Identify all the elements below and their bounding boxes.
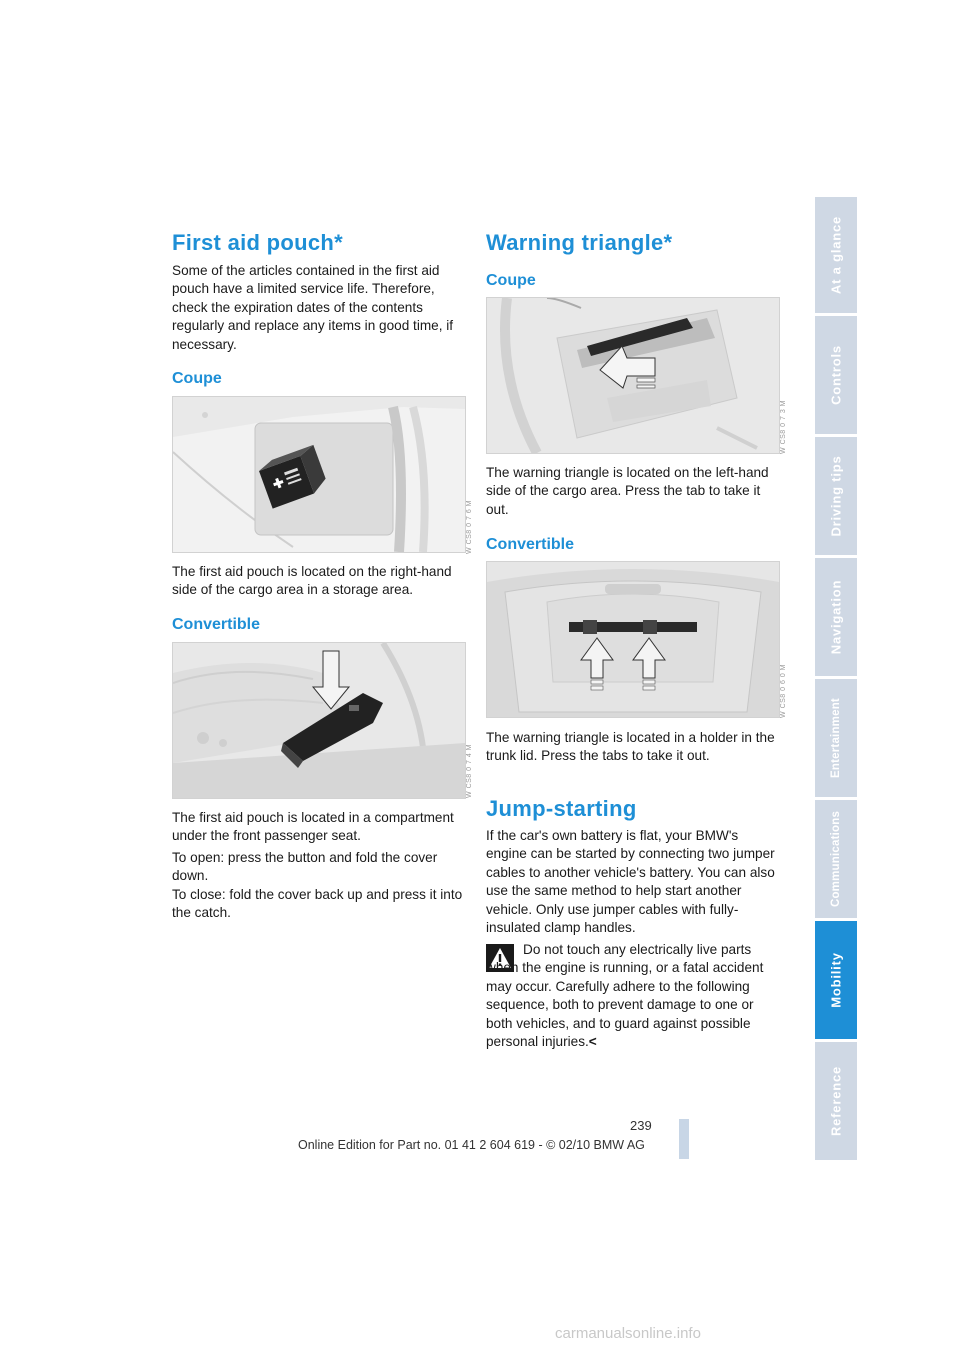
tab-label: Reference: [828, 1065, 844, 1137]
tab-label: Driving tips: [828, 455, 844, 537]
triangle-convertible-text: The warning triangle is located in a holder in the trunk lid. Press the tabs to take it out.: [486, 730, 775, 764]
tab-driving-tips[interactable]: [815, 437, 857, 555]
triangle-coupe-heading: Coupe: [486, 272, 536, 289]
page-marker-bar: [679, 1119, 689, 1159]
tab-navigation[interactable]: [815, 558, 857, 676]
tab-label: Mobility: [828, 952, 844, 1008]
figure-code: W CS8 0 7 6 M: [466, 500, 473, 554]
tab-entertainment[interactable]: [815, 679, 857, 797]
warning-text: [486, 941, 778, 1051]
triangle-convertible-heading: Convertible: [486, 536, 575, 553]
warning-text-body: Do not touch any electrically live parts when the engine is running, or a fatal accident may occur. Carefully adhere to the following sequence, both to prevent damage to one or both vehicles, and to guard against possible personal injuries.: [486, 942, 764, 1050]
tab-reference[interactable]: [815, 1042, 857, 1160]
first-aid-convertible-figure: [172, 642, 466, 799]
tab-mobility[interactable]: [815, 921, 857, 1039]
first-aid-title: First aid pouch*: [172, 230, 344, 255]
tab-at-a-glance[interactable]: [815, 197, 857, 313]
first-aid-coupe-text: The first aid pouch is located on the right-hand side of the cargo area in a storage area.: [172, 564, 452, 598]
first-aid-convertible-heading: Convertible: [172, 616, 261, 633]
page-number: 239: [630, 1118, 652, 1133]
triangle-coupe-figure: [486, 297, 780, 454]
figure-code: W CS8 0 7 4 M: [466, 744, 473, 798]
first-aid-convertible-text: The first aid pouch is located in a compartment under the front passenger seat.: [172, 810, 454, 844]
tab-label: Controls: [828, 345, 844, 405]
tab-communications[interactable]: [815, 800, 857, 918]
tab-label: Entertainment: [830, 698, 842, 778]
open-instruction: To open: press the button and fold the cover down.: [172, 850, 438, 884]
first-aid-coupe-figure: [172, 396, 466, 553]
tab-label: Communications: [830, 810, 842, 908]
jump-starting-text: If the car's own battery is flat, your BMW's engine can be started by connecting two jumper cables to another vehicle's battery. You can also use the same method to help start another vehicle. Only use jumper cables with fully-insulated clamp handles.: [486, 828, 775, 936]
figure-code: W CS8 0 7 3 M: [780, 400, 787, 454]
triangle-convertible-figure: [486, 561, 780, 718]
first-aid-intro: Some of the articles contained in the first aid pouch have a limited service life. Therefore, check the expiration dates of the contents regularly and replace any items in good time, if necessary.: [172, 263, 454, 352]
jump-starting-title: Jump-starting: [486, 796, 637, 821]
tab-label: At a glance: [828, 215, 844, 295]
end-mark: <: [588, 1034, 597, 1050]
edition-line: Online Edition for Part no. 01 41 2 604 619 - © 02/10 BMW AG: [298, 1138, 645, 1152]
tab-label: Navigation: [828, 579, 844, 655]
watermark: carmanualsonline.info: [555, 1325, 701, 1342]
tab-controls[interactable]: [815, 316, 857, 434]
warning-triangle-title: Warning triangle*: [486, 230, 673, 255]
figure-code: W CS8 0 6 0 M: [780, 664, 787, 718]
close-instruction: To close: fold the cover back up and press it into the catch.: [172, 887, 463, 921]
first-aid-coupe-heading: Coupe: [172, 370, 222, 387]
triangle-coupe-text: The warning triangle is located on the left-hand side of the cargo area. Press the tab to take it out.: [486, 465, 769, 517]
